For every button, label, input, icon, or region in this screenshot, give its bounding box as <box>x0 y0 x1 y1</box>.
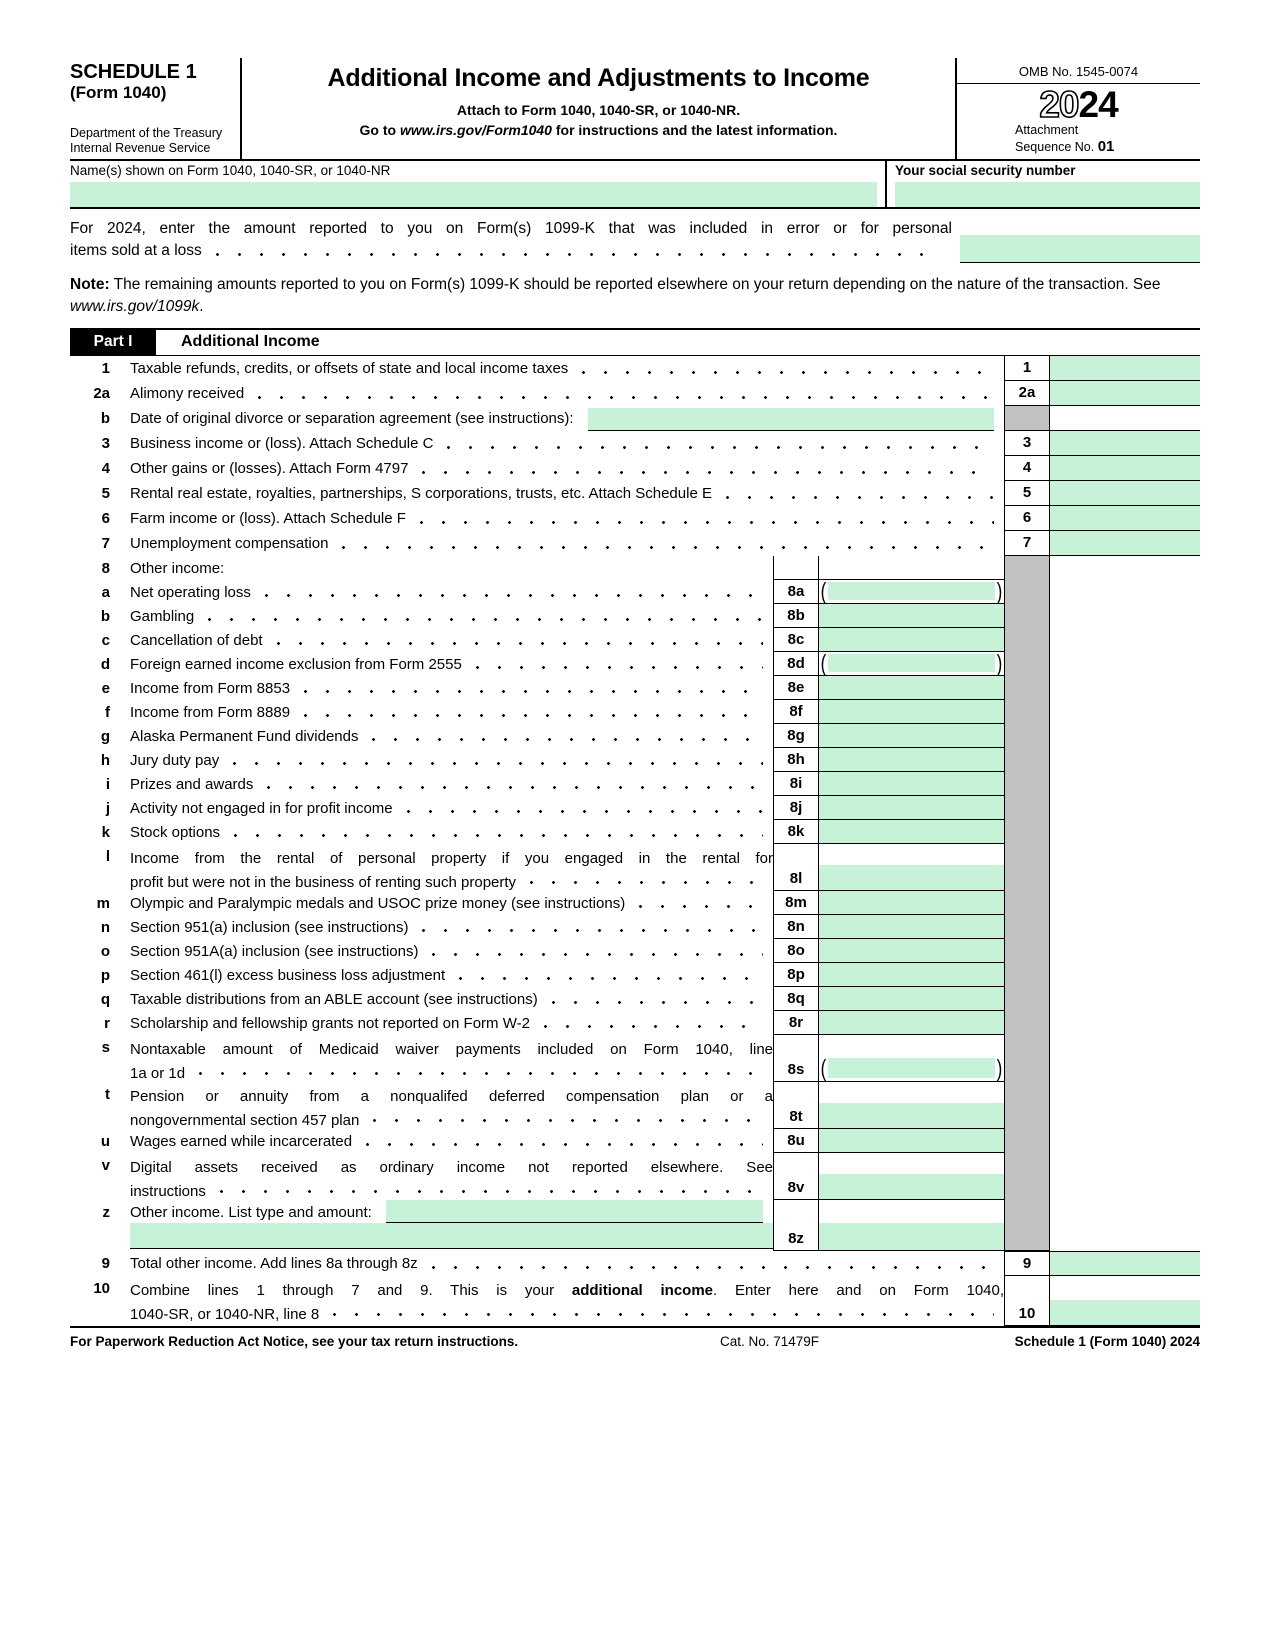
header-center-block <box>242 58 957 159</box>
row-line-10 <box>70 1276 1200 1326</box>
line-8p-box: 8p <box>773 963 819 987</box>
line-8z-type-input-2[interactable] <box>130 1223 773 1249</box>
line-8v-label-1: Digital assets received as ordinary income not reported elsewhere. See <box>130 1158 773 1176</box>
line-5-label: Rental real estate, royalties, partnerships, S corporations, trusts, etc. Attach Schedule E <box>130 484 712 502</box>
line-3-label: Business income or (loss). Attach Schedule C <box>130 434 434 452</box>
dotted-leader <box>208 618 763 621</box>
line-number: 9 <box>101 1254 110 1272</box>
dotted-leader <box>422 471 994 474</box>
dotted-leader <box>277 642 763 645</box>
close-paren: ) <box>996 650 1003 677</box>
line-8i-amount-input[interactable] <box>819 772 1004 796</box>
line-7-label: Unemployment compensation <box>130 534 329 552</box>
shaded-column <box>1004 1035 1050 1082</box>
line-8g-box: 8g <box>773 724 819 748</box>
name-block <box>70 161 887 207</box>
row-line-2a <box>70 381 1200 406</box>
row-line-8u <box>70 1129 1200 1153</box>
line-6-box: 6 <box>1004 506 1050 531</box>
line-number: 10 <box>93 1279 110 1297</box>
line-number: 3 <box>101 434 110 452</box>
line-8l-box: 8l <box>773 844 819 891</box>
intro-line2: items sold at a loss <box>70 242 202 260</box>
line-8a-box: 8a <box>773 580 819 604</box>
name-ssn-row <box>70 161 1200 209</box>
line-5-amount-input[interactable] <box>1050 481 1200 506</box>
line-number: 2a <box>93 384 110 402</box>
line-3-box: 3 <box>1004 431 1050 456</box>
row-line-6 <box>70 506 1200 531</box>
dotted-leader <box>333 1313 994 1316</box>
form-number-label: (Form 1040) <box>70 83 167 102</box>
line-number: 5 <box>101 484 110 502</box>
dotted-leader <box>304 714 763 717</box>
ssn-label: Your social security number <box>895 163 1076 178</box>
line-8o-box: 8o <box>773 939 819 963</box>
form1099k-amount-input[interactable] <box>960 235 1200 263</box>
dotted-leader <box>199 1072 763 1075</box>
line-8s-label-2: 1a or 1d <box>130 1065 186 1083</box>
row-line-8f <box>70 700 1200 724</box>
line-3-amount-input[interactable] <box>1050 431 1200 456</box>
dotted-leader <box>432 953 763 956</box>
shaded-column <box>1004 939 1050 963</box>
line-1-box: 1 <box>1004 356 1050 381</box>
dotted-leader <box>258 396 994 399</box>
row-line-7 <box>70 531 1200 556</box>
shaded-column <box>1004 700 1050 724</box>
dotted-leader <box>220 1190 763 1193</box>
omb-number: OMB No. 1545-0074 <box>957 58 1200 84</box>
line-8f-label: Income from Form 8889 <box>130 703 291 721</box>
part1-header-bar <box>70 328 1200 356</box>
line-8n-box: 8n <box>773 915 819 939</box>
line-8-empty-box <box>773 556 819 580</box>
line-8j-amount-input[interactable] <box>819 796 1004 820</box>
row-line-8g <box>70 724 1200 748</box>
line-10-label-2: 1040-SR, or 1040-NR, line 8 <box>130 1306 320 1324</box>
row-line-4 <box>70 456 1200 481</box>
irs-label: Internal Revenue Service <box>70 141 211 156</box>
shaded-column <box>1004 844 1050 891</box>
line-8m-label: Olympic and Paralympic medals and USOC prize money (see instructions) <box>130 894 626 912</box>
line-8k-label: Stock options <box>130 823 221 841</box>
line-8d-amount-input[interactable] <box>828 654 995 672</box>
row-line-8k <box>70 820 1200 844</box>
dotted-leader <box>447 446 994 449</box>
close-paren: ) <box>996 578 1003 605</box>
irs-url: www.irs.gov/Form1040 <box>399 122 552 138</box>
line-8l-label-1: Income from the rental of personal property if you engaged in the rental for <box>130 849 773 867</box>
intro-line1: For 2024, enter the amount reported to you on Form(s) 1099-K that was included in error or for personal <box>70 219 952 237</box>
line-8d-label: Foreign earned income exclusion from Form 2555 <box>130 655 462 673</box>
line-number: d <box>100 655 110 673</box>
line-8z-label: Other income. List type and amount: <box>130 1203 372 1221</box>
line-8e-box: 8e <box>773 676 819 700</box>
row-line-5 <box>70 481 1200 506</box>
line-8p-amount-input[interactable] <box>819 963 1004 987</box>
attachment-sequence: Attachment Sequence No. 01 <box>1015 123 1115 155</box>
header-right-block <box>957 58 1200 159</box>
dotted-leader <box>420 521 994 524</box>
line-number: i <box>105 775 110 793</box>
line-number: 4 <box>101 459 110 477</box>
line-number: k <box>101 823 110 841</box>
shaded-column <box>1004 820 1050 844</box>
row-line-2b <box>70 406 1200 431</box>
shaded-column <box>1004 580 1050 604</box>
line-number: q <box>100 990 110 1008</box>
line-9-amount-input[interactable] <box>1050 1251 1200 1276</box>
line-8d-box: 8d <box>773 652 819 676</box>
shaded-column <box>1004 891 1050 915</box>
line-8v-label-2: instructions <box>130 1183 206 1201</box>
row-line-8a <box>70 580 1200 604</box>
line-8f-amount-input[interactable] <box>819 700 1004 724</box>
line-8p-label: Section 461(l) excess business loss adjustment <box>130 966 446 984</box>
dotted-leader <box>233 762 763 765</box>
line-number: c <box>101 631 110 649</box>
line-number: v <box>101 1156 110 1174</box>
row-line-8h <box>70 748 1200 772</box>
line-8m-box: 8m <box>773 891 819 915</box>
line-number: j <box>105 799 110 817</box>
row-line-8t <box>70 1082 1200 1129</box>
row-line-1 <box>70 356 1200 381</box>
line-number: b <box>100 607 110 625</box>
dotted-leader <box>552 1001 763 1004</box>
dotted-leader <box>366 1143 763 1146</box>
line-8t-label-2: nongovernmental section 457 plan <box>130 1112 360 1130</box>
shaded-column <box>1004 724 1050 748</box>
dotted-leader <box>459 977 763 980</box>
row-line-8o <box>70 939 1200 963</box>
shaded-column <box>1004 1200 1050 1251</box>
row-line-8e <box>70 676 1200 700</box>
line-1-amount-input[interactable] <box>1050 356 1200 381</box>
line-8n-label: Section 951(a) inclusion (see instructions) <box>130 918 409 936</box>
line-8c-amount-input[interactable] <box>819 628 1004 652</box>
dotted-leader <box>304 690 763 693</box>
shaded-column <box>1004 652 1050 676</box>
shaded-column <box>1004 1153 1050 1200</box>
line-number: o <box>100 942 110 960</box>
line-8z-type-input[interactable] <box>386 1200 763 1223</box>
form-footer <box>70 1326 1200 1349</box>
open-paren: ( <box>820 650 827 677</box>
line-4-box: 4 <box>1004 456 1050 481</box>
line-number: 1 <box>101 359 110 377</box>
line-number: 6 <box>101 509 110 527</box>
line-8t-amount-input[interactable] <box>819 1103 1004 1128</box>
line-8r-amount-input[interactable] <box>819 1011 1004 1035</box>
form-title: Additional Income and Adjustments to Income <box>327 64 870 92</box>
line-number: t <box>105 1085 110 1103</box>
shaded-column <box>1004 628 1050 652</box>
line-8g-label: Alaska Permanent Fund dividends <box>130 727 359 745</box>
header-left-block <box>70 58 242 159</box>
close-paren: ) <box>996 1055 1003 1082</box>
line-8o-label: Section 951A(a) inclusion (see instructions) <box>130 942 419 960</box>
part1-title: Additional Income <box>181 333 320 351</box>
line-number: 7 <box>101 534 110 552</box>
line-8z-box: 8z <box>773 1200 819 1251</box>
row-line-8j <box>70 796 1200 820</box>
line-number: l <box>105 847 110 865</box>
line-number: z <box>102 1203 110 1221</box>
line-number: f <box>105 703 110 721</box>
line-8b-box: 8b <box>773 604 819 628</box>
line-8l-amount-input[interactable] <box>819 865 1004 890</box>
row-line-8b <box>70 604 1200 628</box>
line-8u-box: 8u <box>773 1129 819 1153</box>
line-8b-label: Gambling <box>130 607 195 625</box>
line-9-box: 9 <box>1004 1251 1050 1276</box>
line-8q-box: 8q <box>773 987 819 1011</box>
row-line-9 <box>70 1251 1200 1276</box>
line-8u-amount-input[interactable] <box>819 1129 1004 1153</box>
line-1-label: Taxable refunds, credits, or offsets of state and local income taxes <box>130 359 569 377</box>
line-8-label: Other income: <box>130 559 225 577</box>
row-line-8m <box>70 891 1200 915</box>
line-8g-amount-input[interactable] <box>819 724 1004 748</box>
row-line-8i <box>70 772 1200 796</box>
form1099k-intro <box>70 218 1200 263</box>
line-8k-box: 8k <box>773 820 819 844</box>
line-8a-amount-input[interactable] <box>828 582 995 600</box>
line-2a-label: Alimony received <box>130 384 245 402</box>
part1-label: Part I <box>70 330 156 355</box>
line-number: h <box>100 751 110 769</box>
line-8n-amount-input[interactable] <box>819 915 1004 939</box>
dotted-leader <box>267 786 763 789</box>
dotted-leader <box>372 738 763 741</box>
dotted-leader <box>530 881 763 884</box>
tax-year: 2024 <box>1039 84 1118 125</box>
dotted-leader <box>432 1266 994 1269</box>
row-line-8d <box>70 652 1200 676</box>
row-line-8v <box>70 1153 1200 1200</box>
line-10-box: 10 <box>1004 1276 1050 1326</box>
dotted-leader <box>342 546 994 549</box>
line-number: b <box>100 409 110 427</box>
form1099k-note: Note: The remaining amounts reported to you on Form(s) 1099-K should be reported elsewhere on your return depending on the nature of the transaction. See www.irs.gov/1099k. <box>70 275 1161 316</box>
intro-text <box>70 218 952 263</box>
line-8s-box: 8s <box>773 1035 819 1082</box>
line-number: p <box>100 966 110 984</box>
row-line-3 <box>70 431 1200 456</box>
shaded-column <box>1004 556 1050 580</box>
line-8h-box: 8h <box>773 748 819 772</box>
line-8m-amount-input[interactable] <box>819 891 1004 915</box>
dotted-leader <box>407 810 763 813</box>
line-8h-amount-input[interactable] <box>819 748 1004 772</box>
line-number: u <box>100 1132 110 1150</box>
dotted-leader <box>373 1119 763 1122</box>
ssn-input[interactable] <box>895 182 1200 207</box>
line-8r-box: 8r <box>773 1011 819 1035</box>
line-number: a <box>101 583 110 601</box>
line-8j-label: Activity not engaged in for profit income <box>130 799 393 817</box>
shaded-column <box>1004 676 1050 700</box>
line-number: m <box>96 894 110 912</box>
line-number: r <box>104 1014 110 1032</box>
row-line-8z <box>70 1200 1200 1251</box>
line-8c-label: Cancellation of debt <box>130 631 263 649</box>
line-4-label: Other gains or (losses). Attach Form 4797 <box>130 459 409 477</box>
attach-instruction: Attach to Form 1040, 1040-SR, or 1040-NR. <box>456 102 741 118</box>
line-8i-label: Prizes and awards <box>130 775 254 793</box>
line-8e-label: Income from Form 8853 <box>130 679 291 697</box>
line-10-amount-input[interactable] <box>1050 1300 1200 1325</box>
shaded-column <box>1004 987 1050 1011</box>
footer-form-id: Schedule 1 (Form 1040) 2024 <box>1014 1333 1200 1349</box>
dept-treasury: Department of the Treasury <box>70 125 223 140</box>
line-8l-label-2: profit but were not in the business of renting such property <box>130 874 517 892</box>
line-8a-label: Net operating loss <box>130 583 251 601</box>
line-6-amount-input[interactable] <box>1050 506 1200 531</box>
line-8-empty-cell <box>819 556 1004 580</box>
shaded-column <box>1004 1129 1050 1153</box>
shaded-column <box>1004 915 1050 939</box>
line-8q-amount-input[interactable] <box>819 987 1004 1011</box>
line-8o-amount-input[interactable] <box>819 939 1004 963</box>
line-2a-amount-input[interactable] <box>1050 381 1200 406</box>
form-header <box>70 58 1200 161</box>
line-9-label: Total other income. Add lines 8a through 8z <box>130 1254 418 1272</box>
shaded-column <box>1004 1082 1050 1129</box>
shaded-column <box>1004 772 1050 796</box>
name-label: Name(s) shown on Form 1040, 1040-SR, or 1040-NR <box>70 163 391 178</box>
row-line-8q <box>70 987 1200 1011</box>
line-number: 8 <box>101 559 110 577</box>
shaded-column <box>1004 604 1050 628</box>
irs-1099k-url: www.irs.gov/1099k <box>70 298 200 316</box>
line-number: s <box>101 1038 110 1056</box>
line-2b-label: Date of original divorce or separation agreement (see instructions): <box>130 409 574 427</box>
row-line-8p <box>70 963 1200 987</box>
paperwork-notice: For Paperwork Reduction Act Notice, see your tax return instructions. <box>70 1333 519 1349</box>
line-number: n <box>100 918 110 936</box>
row-line-8c <box>70 628 1200 652</box>
shaded-column <box>1004 748 1050 772</box>
line-2a-box: 2a <box>1004 381 1050 406</box>
row-line-8l <box>70 844 1200 891</box>
line-8i-box: 8i <box>773 772 819 796</box>
line-8e-amount-input[interactable] <box>819 676 1004 700</box>
line-8s-amount-input[interactable] <box>828 1058 995 1078</box>
line-8s-label-1: Nontaxable amount of Medicaid waiver payments included on Form 1040, line <box>130 1040 773 1058</box>
line-10-label-1: Combine lines 1 through 7 and 9. This is your additional income. Enter here and on Form 1040, <box>130 1281 1005 1299</box>
line-8k-amount-input[interactable] <box>819 820 1004 844</box>
open-paren: ( <box>820 578 827 605</box>
line-2b-shaded-box <box>1004 406 1050 431</box>
line-8t-label-1: Pension or annuity from a nonqualifed deferred compensation plan or a <box>130 1087 773 1105</box>
shaded-column <box>1004 796 1050 820</box>
schedule-label: SCHEDULE 1 <box>70 61 197 83</box>
row-line-8n <box>70 915 1200 939</box>
line-8v-box: 8v <box>773 1153 819 1200</box>
line-number: g <box>100 727 110 745</box>
line-8c-box: 8c <box>773 628 819 652</box>
dotted-leader <box>234 834 763 837</box>
line-8q-label: Taxable distributions from an ABLE account (see instructions) <box>130 990 538 1008</box>
dotted-leader <box>726 496 994 499</box>
shaded-column <box>1004 1011 1050 1035</box>
row-line-8 <box>70 556 1200 580</box>
dotted-leader <box>422 929 763 932</box>
line-8h-label: Jury duty pay <box>130 751 220 769</box>
name-input[interactable] <box>70 182 877 207</box>
shaded-column <box>1004 963 1050 987</box>
line-7-amount-input[interactable] <box>1050 531 1200 556</box>
dotted-leader <box>639 905 763 908</box>
line-6-label: Farm income or (loss). Attach Schedule F <box>130 509 406 527</box>
dotted-leader <box>476 666 763 669</box>
line-8z-amount-input[interactable] <box>819 1223 1004 1250</box>
agency-label <box>70 126 234 157</box>
line-number: e <box>101 679 110 697</box>
line-8v-amount-input[interactable] <box>819 1174 1004 1199</box>
dotted-leader <box>216 253 942 256</box>
row-line-8s <box>70 1035 1200 1082</box>
line-7-box: 7 <box>1004 531 1050 556</box>
line-8b-amount-input[interactable] <box>819 604 1004 628</box>
dotted-leader <box>582 371 994 374</box>
line-8f-box: 8f <box>773 700 819 724</box>
dotted-leader <box>265 594 763 597</box>
line-8t-box: 8t <box>773 1082 819 1129</box>
sequence-number: 01 <box>1097 138 1115 155</box>
line-8u-label: Wages earned while incarcerated <box>130 1132 353 1150</box>
ssn-block <box>887 161 1200 207</box>
line-2b-amount-cell <box>1050 406 1200 431</box>
dotted-leader <box>544 1025 763 1028</box>
line-8j-box: 8j <box>773 796 819 820</box>
line-8r-label: Scholarship and fellowship grants not reported on Form W-2 <box>130 1014 530 1032</box>
line-2b-date-input[interactable] <box>588 408 994 431</box>
line-4-amount-input[interactable] <box>1050 456 1200 481</box>
goto-instruction: Go to www.irs.gov/Form1040 for instructions and the latest information. <box>359 122 838 138</box>
open-paren: ( <box>820 1055 827 1082</box>
line-5-box: 5 <box>1004 481 1050 506</box>
catalog-number: Cat. No. 71479F <box>720 1333 820 1349</box>
row-line-8r <box>70 1011 1200 1035</box>
